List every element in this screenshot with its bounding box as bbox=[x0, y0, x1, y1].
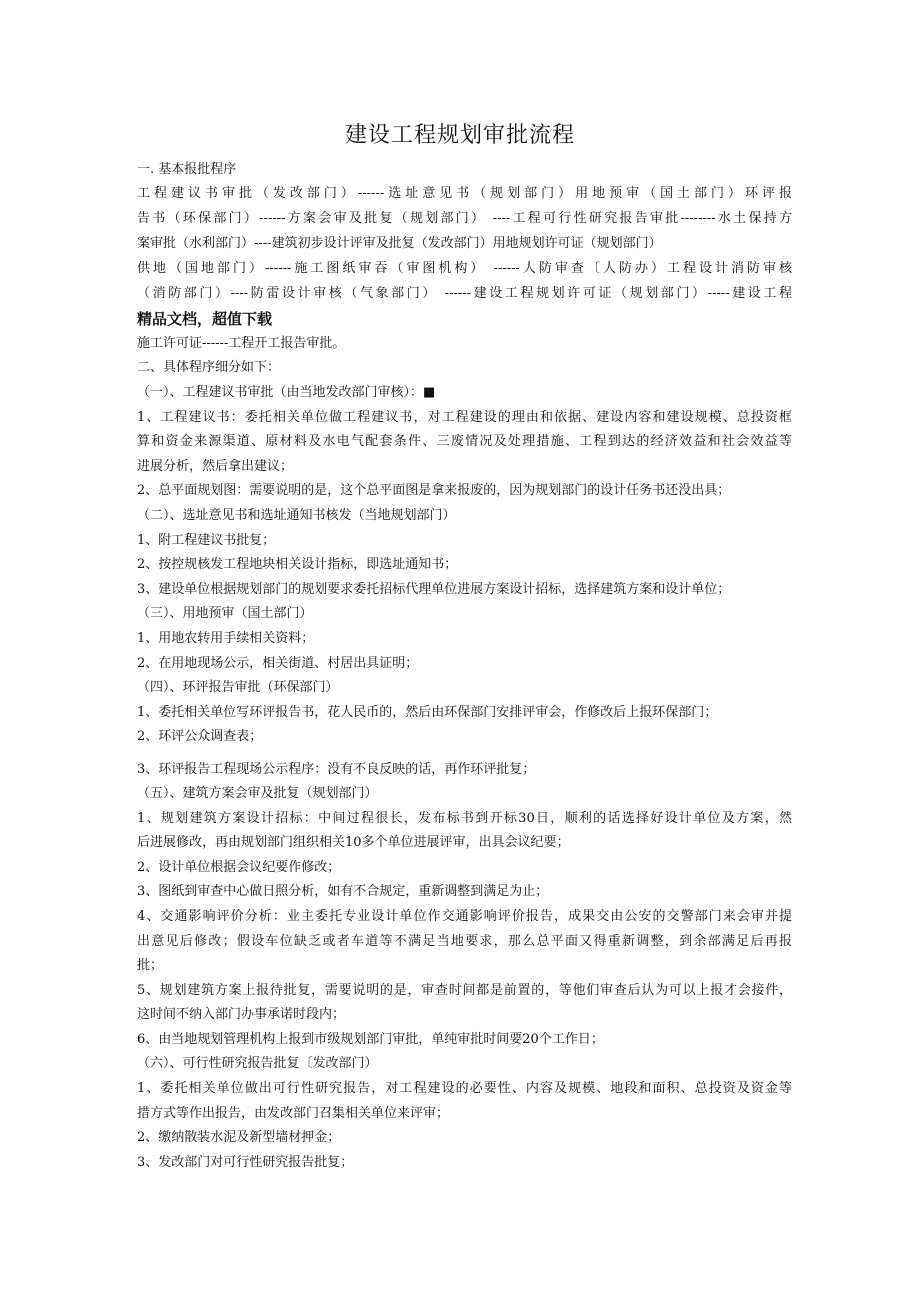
section-heading: 二、具体程序细分如下： bbox=[137, 360, 281, 375]
paragraph-line: 1、委托相关单位做出可行性研究报告，对工程建设的必要性、内容及规模、地段和面积、总投资及资金等 bbox=[137, 1081, 792, 1096]
page-title: 建设工程规划审批流程 bbox=[344, 123, 575, 148]
paragraph-line: 告书（环保部门）------方案会审及批复（规划部门） ----工程可行性研究报告审批--------水土保持方 bbox=[137, 211, 792, 226]
list-item: 2、在用地现场公示，相关街道、村居出具证明； bbox=[137, 656, 419, 671]
paragraph-line: 2、总平面规划图：需要说明的是，这个总平面图是拿来报废的，因为规划部门的设计任务书还没出具； bbox=[137, 483, 731, 498]
subsection-heading: （六）、可行性研究报告批复〔发改部门） bbox=[137, 1056, 378, 1071]
paragraph-line: 施工许可证------工程开工报告审批。 bbox=[137, 336, 346, 351]
paragraph-line: 1、工程建议书：委托相关单位做工程建议书，对工程建设的理由和依据、建设内容和建设规模、总投资框 bbox=[137, 410, 792, 425]
list-item: 2、按控规核发工程地块相关设计指标，即选址通知书； bbox=[137, 557, 458, 572]
paragraph-line: 这时间不纳入部门办事承诺时段内； bbox=[137, 1007, 346, 1022]
list-item: 1、用地农转用手续相关资料； bbox=[137, 631, 315, 646]
list-item: 3、图纸到审查中心做日照分析，如有不合规定，重新调整到满足为止； bbox=[137, 884, 549, 899]
paragraph-line: 5、规划建筑方案上报待批复，需要说明的是，审查时间都是前置的，等他们审查后认为可以上报才会接件， bbox=[137, 983, 792, 998]
list-item: 6、由当地规划管理机构上报到市级规划部门审批，单纯审批时间要20个工作日； bbox=[137, 1032, 604, 1047]
paragraph-line: 批； bbox=[137, 958, 164, 973]
paragraph-line: 4、交通影响评价分析：业主委托专业设计单位作交通影响评价报告，成果交由公安的交警部门来会审并提 bbox=[137, 909, 792, 924]
subsection-heading: （四）、环评报告审批（环保部门） bbox=[137, 680, 339, 695]
list-item: 3、环评报告工程现场公示程序：没有不良反映的话，再作环评批复； bbox=[137, 762, 536, 777]
subsection-heading: （三）、用地预审（国土部门） bbox=[137, 606, 313, 621]
subsection-heading: （五）、建筑方案会审及批复（规划部门） bbox=[137, 786, 378, 801]
subsection-heading: （二）、选址意见书和选址通知书核发（当地规划部门） bbox=[137, 508, 456, 523]
list-item: 3、发改部门对可行性研究报告批复； bbox=[137, 1155, 354, 1170]
promo-text: 精品文档，超值下载 bbox=[137, 310, 273, 328]
paragraph-line: 后进展修改，再由规划部门组织相关10多个单位进展评审，出具会议纪要； bbox=[137, 835, 570, 850]
list-item: 2、设计单位根据会议纪要作修改； bbox=[137, 860, 341, 875]
list-item: 2、环评公众调查表； bbox=[137, 729, 263, 744]
paragraph-line: 供地（国地部门）------施工图纸审吞（审图机构） ------人防审查〔人防办）工程设计消防审核 bbox=[137, 261, 792, 276]
paragraph-line: 进展分析，然后拿出建议； bbox=[137, 459, 294, 474]
paragraph-line: 算和资金来源渠道、原材料及水电气配套条件、三废情况及处理措施、工程到达的经济效益和社会效益等 bbox=[137, 434, 792, 449]
paragraph-line: 措方式等作出报告，由发改部门召集相关单位来评审； bbox=[137, 1106, 450, 1121]
paragraph-line: 出意见后修改；假设车位缺乏或者车道等不满足当地要求，那么总平面又得重新调整，到余部满足后再报 bbox=[137, 934, 792, 949]
list-item: 1、委托相关单位写环评报告书，花人民币的，然后由环保部门安排评审会，作修改后上报环保部门； bbox=[137, 705, 718, 720]
list-item: 3、建设单位根据规划部门的规划要求委托招标代理单位进展方案设计招标，选择建筑方案和设计单位； bbox=[137, 582, 731, 597]
paragraph-line: 1、规划建筑方案设计招标：中间过程很长，发布标书到开标30日，顺利的话选择好设计单位及方案，然 bbox=[137, 811, 792, 826]
subsection-heading: （一）、工程建议书审批（由当地发改部门审核）：■ bbox=[137, 385, 436, 400]
section-heading: 一. 基本报批程序 bbox=[137, 162, 237, 177]
paragraph-line: 案审批（水利部门）----建筑初步设计评审及批复（发改部门）用地规划许可证（规划部门） bbox=[137, 236, 662, 251]
list-item: 2、缴纳散装水泥及新型墙材押金； bbox=[137, 1130, 341, 1145]
paragraph-line: 工程建议书审批（发改部门）------选址意见书（规划部门）用地预审（国土部门）环评报 bbox=[137, 186, 792, 201]
list-item: 1、附工程建议书批复； bbox=[137, 533, 276, 548]
paragraph-line: （消防部门）----防雷设计审核（气象部门） ------建设工程规划许可证（规划部门）-----建设工程 bbox=[137, 286, 792, 301]
